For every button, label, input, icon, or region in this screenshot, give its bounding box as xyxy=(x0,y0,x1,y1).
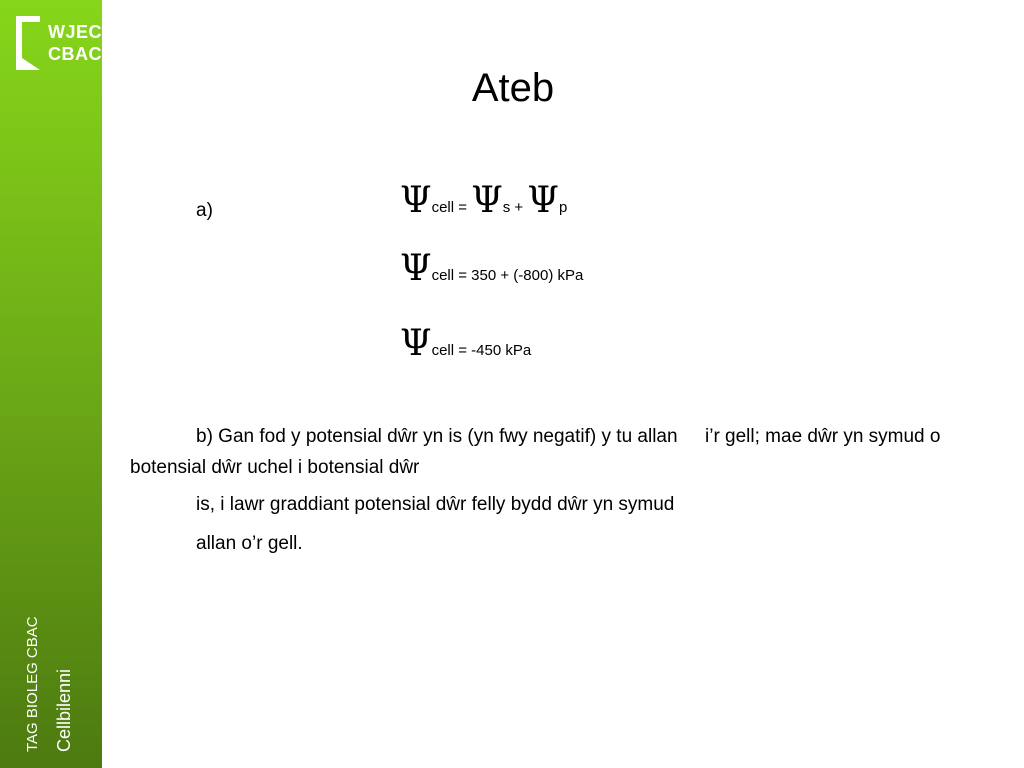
part-b-line-1: b) Gan fod y potensial dŵr yn is (yn fwy negatif) y tu allan xyxy=(196,426,678,447)
part-b-line-4: allan o’r gell. xyxy=(196,533,303,554)
logo-line1: WJEC xyxy=(48,22,103,42)
equation-1 xyxy=(400,180,567,221)
psi-symbol: Ψ xyxy=(527,180,559,221)
psi-symbol: Ψ xyxy=(400,248,432,289)
logo-mark-icon xyxy=(14,14,44,72)
eq1-sub-p: p xyxy=(558,199,568,216)
part-b-line-2: botensial dŵr uchel i botensial dŵr xyxy=(130,457,420,478)
psi-symbol: Ψ xyxy=(400,180,432,221)
sidebar xyxy=(0,0,102,768)
eq2-sub: cell = 350 + (-800) kPa xyxy=(431,267,584,284)
equation-2 xyxy=(400,248,583,289)
wjec-cbac-logo xyxy=(14,14,103,72)
eq1-sub-s: s + xyxy=(502,199,528,216)
psi-symbol: Ψ xyxy=(400,323,432,364)
eq3-sub: cell = -450 kPa xyxy=(431,342,532,359)
part-a-label: a) xyxy=(196,200,213,221)
part-b-line-1-continued: i’r gell; mae dŵr yn symud o xyxy=(705,426,941,447)
part-b-line-3: is, i lawr graddiant potensial dŵr felly bydd dŵr yn symud xyxy=(196,494,675,515)
eq1-sub-cell: cell = xyxy=(431,199,472,216)
slide-title: Ateb xyxy=(471,66,555,110)
logo-line2: CBAC xyxy=(48,44,102,64)
equation-3 xyxy=(400,323,531,364)
footer-course-label: TAG BIOLEG CBAC xyxy=(24,616,41,752)
psi-symbol: Ψ xyxy=(471,180,503,221)
footer-topic-label: Cellbilenni xyxy=(54,668,74,752)
